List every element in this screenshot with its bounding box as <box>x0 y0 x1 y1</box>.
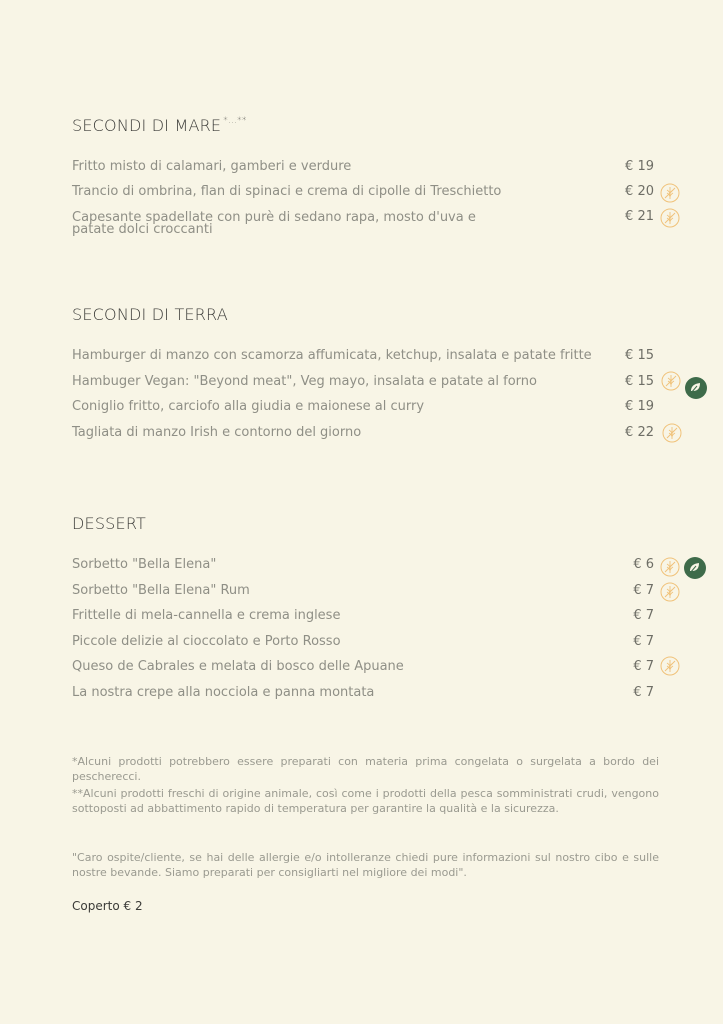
menu-price: € 7 <box>633 659 654 674</box>
menu-item: Coniglio fritto, carciofo alla giudia e maionese al curry <box>72 399 425 414</box>
gluten-free-icon <box>660 656 680 676</box>
menu-item: Tagliata di manzo Irish e contorno del giorno <box>72 425 362 440</box>
section-title-secondi-di-terra: SECONDI DI TERRA <box>72 305 228 324</box>
vegan-leaf-icon <box>683 556 707 580</box>
menu-item: Piccole delizie al cioccolato e Porto Rosso <box>72 634 341 649</box>
section-title-text: SECONDI DI MARE <box>72 116 222 135</box>
section-title-secondi-di-mare <box>72 116 247 135</box>
menu-price: € 7 <box>633 583 654 598</box>
menu-item: Hamburger di manzo con scamorza affumicata, ketchup, insalata e patate fritte <box>72 348 592 363</box>
gluten-free-icon <box>660 557 680 577</box>
cover-charge: Coperto € 2 <box>72 899 143 913</box>
vegan-leaf-icon <box>684 376 708 400</box>
menu-price: € 7 <box>633 608 654 623</box>
menu-item <box>72 212 612 236</box>
menu-price: € 15 <box>625 348 654 363</box>
menu-price: € 15 <box>625 374 654 389</box>
gluten-free-icon <box>660 582 680 602</box>
title-superscript: *...** <box>223 116 247 126</box>
menu-price: € 22 <box>625 425 654 440</box>
gluten-free-icon <box>661 371 681 391</box>
footnote-frozen: *Alcuni prodotti potrebbero essere preparati con materia prima congelata o surgelata a bordo dei pescherecci. <box>72 755 659 783</box>
menu-price: € 6 <box>633 557 654 572</box>
menu-item: Trancio di ombrina, flan di spinaci e crema di cipolle di Treschietto <box>72 184 502 199</box>
menu-item-line: Capesante spadellate con purè di sedano rapa, mosto d'uva e <box>72 210 476 225</box>
menu-item: Queso de Cabrales e melata di bosco delle Apuane <box>72 659 404 674</box>
gluten-free-icon <box>662 423 682 443</box>
menu-price: € 21 <box>625 209 654 224</box>
section-title-dessert: DESSERT <box>72 514 146 533</box>
menu-price: € 7 <box>633 685 654 700</box>
footnote-blast-chilling: **Alcuni prodotti freschi di origine animale, così come i prodotti della pesca somministrati crudi, vengono sottoposti ad abbattimento rapido di temperatura per garantire la qualità e la sicurezza. <box>72 787 659 815</box>
menu-item: Sorbetto "Bella Elena" <box>72 557 217 572</box>
gluten-free-icon <box>660 183 680 203</box>
menu-item: Frittelle di mela-cannella e crema inglese <box>72 608 341 623</box>
menu-price: € 19 <box>625 159 654 174</box>
menu-item: Hambuger Vegan: "Beyond meat", Veg mayo, insalata e patate al forno <box>72 374 537 389</box>
menu-item: Sorbetto "Bella Elena" Rum <box>72 583 250 598</box>
menu-item: La nostra crepe alla nocciola e panna montata <box>72 685 375 700</box>
menu-price: € 19 <box>625 399 654 414</box>
menu-price: € 20 <box>625 184 654 199</box>
allergy-notice: "Caro ospite/cliente, se hai delle allergie e/o intolleranze chiedi pure informazioni sul nostro cibo e sulle nostre bevande. Siamo preparati per consigliarti nel migliore dei modi". <box>72 851 659 879</box>
menu-price: € 7 <box>633 634 654 649</box>
menu-item-line: patate dolci croccanti <box>72 222 213 237</box>
gluten-free-icon <box>660 208 680 228</box>
menu-item: Fritto misto di calamari, gamberi e verdure <box>72 159 352 174</box>
